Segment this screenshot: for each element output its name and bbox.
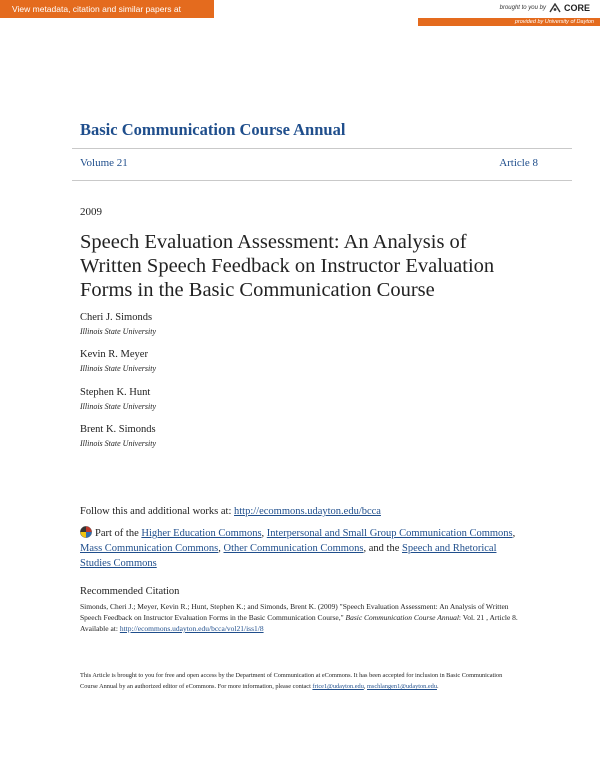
top-banner xyxy=(0,0,600,32)
follow-text: Follow this and additional works at: xyxy=(80,506,234,517)
core-link[interactable]: core.ac.uk xyxy=(12,22,52,32)
author-affiliation: Illinois State University xyxy=(80,402,156,411)
citation-text xyxy=(80,601,520,634)
separator: , xyxy=(261,528,267,539)
provided-by-strip xyxy=(418,18,600,26)
access-notice-text: This Article is brought to you for free and open access by the Department of Communication at eCommons. It has been accepted for inclusion in Basic Communication Course Annual by an authorized editor of eCommons. For more information, please contact xyxy=(80,672,503,690)
interpersonal-communication-commons-link[interactable]: Interpersonal and Small Group Communication Commons xyxy=(266,528,513,539)
journal-title[interactable]: Basic Communication Course Annual xyxy=(80,120,346,139)
metadata-text: View metadata, citation and similar papers at xyxy=(12,4,181,14)
author-name: Stephen K. Hunt xyxy=(80,387,151,398)
publication-year: 2009 xyxy=(80,206,102,218)
citation-volume: : Vol. 21 , Article 8. xyxy=(458,613,518,622)
author-affiliation: Illinois State University xyxy=(80,364,156,373)
volume-link[interactable]: Volume 21 xyxy=(80,157,128,169)
recommended-citation-heading: Recommended Citation xyxy=(80,586,180,597)
access-notice xyxy=(80,670,520,692)
other-communication-commons-link[interactable]: Other Communication Commons xyxy=(223,543,364,554)
brought-by-text: brought to you by xyxy=(499,5,546,11)
citation-journal: Basic Communication Course Annual xyxy=(345,613,459,622)
provided-by-text: provided by University of Dayton xyxy=(514,19,594,25)
core-logo-icon xyxy=(549,3,561,13)
mass-communication-commons-link[interactable]: Mass Communication Commons xyxy=(80,543,219,554)
speech-rhetorical-studies-commons-link[interactable]: Speech and Rhetorical Studies Commons xyxy=(80,543,497,569)
core-brand[interactable] xyxy=(500,3,590,13)
follow-line xyxy=(80,506,381,517)
citation-main: Simonds, Cheri J.; Meyer, Kevin R.; Hunt, Stephen K.; and Simonds, Brent K. (2009) "Speech Evaluation Assessment: An Analysis of Written Speech Feedback on Instructor Evaluation Forms in the Basic Communication Course," xyxy=(80,602,509,622)
metadata-banner[interactable] xyxy=(0,0,214,32)
part-of-prefix: Part of the xyxy=(95,528,142,539)
author-affiliation: Illinois State University xyxy=(80,439,156,448)
separator: , and the xyxy=(363,543,403,554)
author-name: Kevin R. Meyer xyxy=(80,349,148,360)
separator: , xyxy=(363,683,367,690)
higher-education-commons-link[interactable]: Higher Education Commons xyxy=(141,528,262,539)
available-at-label: Available at: xyxy=(80,624,120,633)
core-logo-text: CORE xyxy=(563,3,590,13)
contact-email-link[interactable]: mschlangen1@udayton.edu xyxy=(367,683,437,690)
citation-url-link[interactable]: http://ecommons.udayton.edu/bcca/vol21/iss1/8 xyxy=(119,624,264,633)
article-link[interactable]: Article 8 xyxy=(499,157,538,169)
commons-network-icon xyxy=(80,526,92,538)
author-affiliation: Illinois State University xyxy=(80,327,156,336)
part-of-commons xyxy=(80,526,520,571)
separator: , xyxy=(218,543,224,554)
divider-bottom xyxy=(72,180,572,181)
author-name: Cheri J. Simonds xyxy=(80,312,153,323)
period: . xyxy=(436,683,439,690)
contact-email-link[interactable]: frice1@udayton.edu xyxy=(312,683,364,690)
paper-title: Speech Evaluation Assessment: An Analysis of Written Speech Feedback on Instructor Evaluation Forms in the Basic Communication Course xyxy=(80,231,495,301)
repository-link[interactable]: http://ecommons.udayton.edu/bcca xyxy=(234,506,381,517)
separator: , xyxy=(512,528,516,539)
author-name: Brent K. Simonds xyxy=(80,424,156,435)
divider-top xyxy=(72,148,572,149)
